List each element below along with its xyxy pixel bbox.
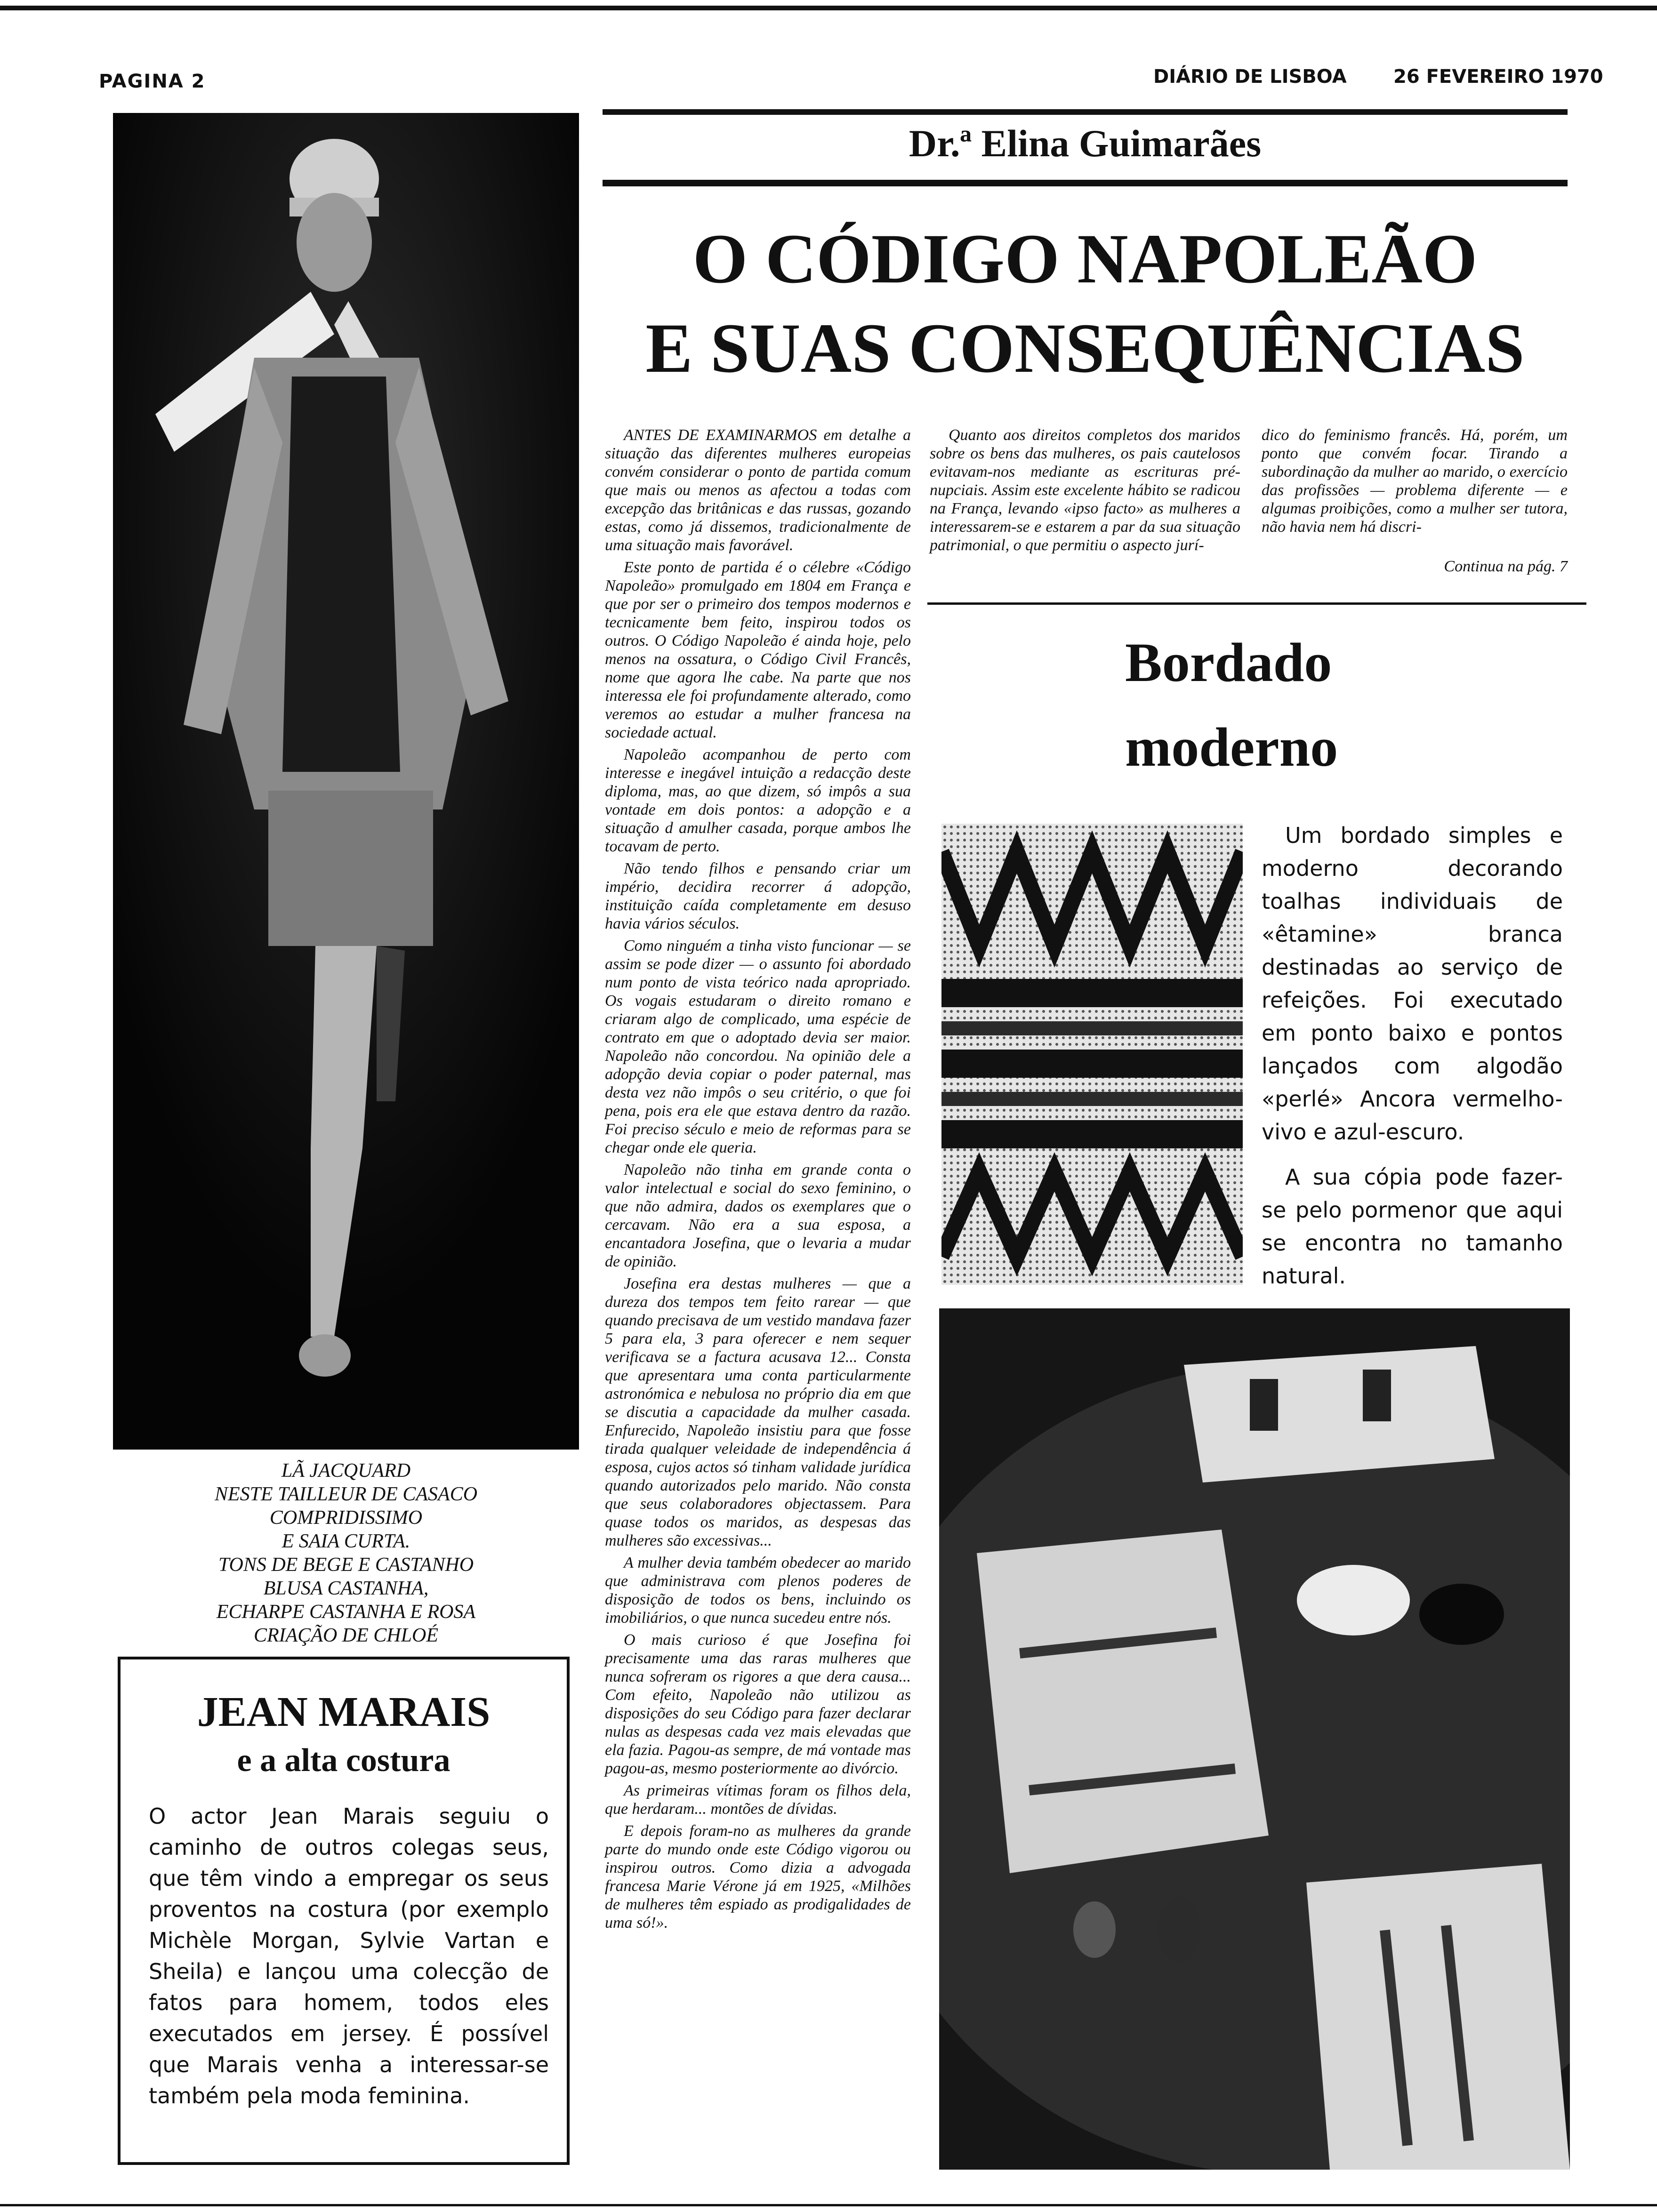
rule (603, 180, 1568, 186)
article-paragraph: ANTES DE EXAMINARMOS em detalhe a situação das diferentes mulheres europeias convém considerar o ponto de partida comum que mais ou menos as afectou a todas com excepção das britânicas e das russas, gozando estas, como já dissemos, tradicionalmente de uma situação mais favorável. (605, 426, 911, 554)
marais-article-box (118, 1657, 570, 2165)
bordado-title-line-2: moderno (1125, 716, 1338, 778)
article-paragraph: dico do feminismo francês. Há, porém, um ponto que convém focar. Tirando a subordinação da mulher ao marido, o exercício das profissões — problema diferente — e algumas proibições, como a mulher ser tutora, não havia nem há discri- (1262, 426, 1568, 536)
bordado-paragraph: Um bordado simples e moderno decorando toalhas individuais de «êtamine» branca destinadas ao serviço de refeições. Foi executado em ponto baixo e pontos lançados com algodão «perlé» Ancora vermelho-vivo e azul-escuro. (1262, 823, 1563, 1145)
caption-line: NESTE TAILLEUR DE CASACO (214, 1483, 478, 1505)
article-paragraph: Napoleão acompanhou de perto com interesse e inegável intuição a redacção deste diploma, mas, ao que dizem, só impôs a sua vontade em dois pontos: a adopção e a situação d amulher casada, porque ambos lhe tocavam de perto. (605, 746, 911, 855)
article-column-2 (930, 426, 1240, 558)
issue-date: 26 FEVEREIRO 1970 (1393, 66, 1603, 88)
continued-note: Continua na pág. 7 (1444, 558, 1568, 575)
article-paragraph: Este ponto de partida é o célebre «Código Napoleão» promulgado em 1804 em França e que por ser o primeiro dos tempos modernos e tecnicamente bem feito, inspirou todos os outros. O Código Napoleão é ainda hoje, pelo menos na ossatura, o Código Civil Francês, nome que agora lhe cabe. Na parte que nos interessa ele foi profundamente alterado, como veremos ao estudar a mulher francesa na sociedade actual. (605, 559, 911, 741)
table-setting-photo (939, 1308, 1570, 2170)
headline-line-2: E SUAS CONSEQUÊNCIAS (645, 309, 1525, 387)
article-paragraph: Napoleão não tinha em grande conta o valor intelectual e social do sexo feminino, o que não admira, dados os exemplares que o cercavam. Não era a sua esposa, a encantadora Josefina, que o levaria a mudar de opinião. (605, 1161, 911, 1270)
table-setting-illustration (939, 1308, 1570, 2170)
page-number: PAGINA 2 (99, 71, 206, 92)
caption-line: COMPRIDISSIMO (269, 1507, 423, 1529)
article-author: Dr.ª Elina Guimarães (909, 122, 1262, 165)
article-paragraph: A mulher devia também obedecer ao marido que administrava com plenos poderes de disposição de todos os bens, incluindo os imobiliários, o que nunca sucedeu entre nós. (605, 1554, 911, 1627)
article-paragraph: O mais curioso é que Josefina foi precisamente uma das raras mulheres que nunca sofreram os rigores a que dera causa... Com efeito, Napoleão não utilizou as disposições do seu Código para fazer declarar nulas as despesas cada vez mais elevadas que ela fazia. Pagou-as sempre, de má vontade mas pagou-as, mesmo posteriormente ao divórcio. (605, 1631, 911, 1777)
bordado-paragraph: A sua cópia pode fazer-se pelo pormenor que aqui se encontra no tamanho natural. (1262, 1164, 1563, 1289)
article-paragraph: Quanto aos direitos completos dos maridos sobre os bens das mulheres, os pais cautelosos evitavam-nos mediante as escrituras pré-nupciais. Assim este excelente hábito se radicou na França, levando «ipso facto» as mulheres a interessarem-se e estarem a par da sua situação patrimonial, o que permitiu o aspecto jurí- (930, 426, 1240, 554)
caption-line: BLUSA CASTANHA, (263, 1578, 429, 1599)
fashion-model-illustration (113, 113, 579, 1450)
marais-title: JEAN MARAIS (197, 1689, 491, 1735)
article-paragraph: As primeiras vítimas foram os filhos dela, que herdaram... montões de dívidas. (605, 1782, 911, 1818)
bottom-rule (0, 2204, 1657, 2206)
marais-body: O actor Jean Marais seguiu o caminho de outros colegas seus, que têm vindo a empregar os seus proventos na costura (por exemplo Michèle Morgan, Sylvie Vartan e Sheila) e lançou uma colecção de fatos para homem, todos eles executados em jersey. É possível que Marais venha a interessar-se também pela moda feminina. (149, 1803, 549, 2108)
photo-caption (118, 1459, 574, 1647)
rule (603, 109, 1568, 115)
article-paragraph: Josefina era destas mulheres — que a dureza dos tempos tem feito rarear — que quando precisava de um vestido mandava fazer 5 para ela, 3 para oferecer e nem sequer verificava se a factura acusava 12... Consta que apresentara uma conta particularmente astronómica e nebulosa no próprio dia em que se discutia a capacidade da mulher casada. Enfurecido, Napoleão insistiu para que fosse tirada qualquer veleidade de independência á esposa, cujos actos só tinham validade jurídica quando autorizados pelo marido. Não consta que seus colaboradores objectassem. Para quase todos os maridos, as despesas das mulheres são excessivas... (605, 1275, 911, 1549)
article-paragraph: Como ninguém a tinha visto funcionar — se assim se pode dizer — o assunto foi abordado num ponto de vista teórico nada apropriado. Os vogais estudaram o direito romano e criaram algo de complicado, uma espécie de contrato em que o adoptado devia ser maior. Napoleão não concordou. Na opinião dele a adopção devia copiar o poder paternal, mas desta vez não impôs o seu critério, o que foi pena, pois era ele que estava dentro da razão. Foi preciso século e meio de reformas para se chegar onde ele queria. (605, 937, 911, 1156)
bordado-body (1262, 819, 1563, 1305)
caption-line: ECHARPE CASTANHA E ROSA (216, 1601, 476, 1623)
caption-line: CRIAÇÃO DE CHLOÉ (254, 1625, 438, 1646)
article-paragraph: Não tendo filhos e pensando criar um império, decidira recorrer á adopção, instituição caída completamente em desuso havia vários séculos. (605, 860, 911, 932)
caption-line: E SAIA CURTA. (282, 1531, 410, 1552)
bordado-title-line-1: Bordado (1125, 632, 1332, 693)
top-rule (0, 6, 1657, 10)
embroidery-detail-photo (941, 824, 1243, 1285)
article-paragraph: E depois foram-no as mulheres da grande parte do mundo onde este Código vigorou ou inspirou outros. Como dizia a advogada francesa Marie Vérone já em 1925, «Milhões de mulheres têm espiado as prodigalidades de uma só!». (605, 1822, 911, 1931)
caption-line: LÃ JACQUARD (281, 1460, 411, 1482)
marais-subtitle: e a alta costura (237, 1742, 450, 1779)
section-rule (927, 602, 1586, 605)
newspaper-name: DIÁRIO DE LISBOA (1153, 66, 1347, 88)
article-column-1 (605, 426, 911, 1936)
caption-line: TONS DE BEGE E CASTANHO (218, 1554, 474, 1576)
article-column-3 (1262, 426, 1568, 540)
headline-line-1: O CÓDIGO NAPOLEÃO (692, 220, 1478, 298)
embroidery-pattern-illustration (941, 824, 1243, 1285)
fashion-photo (113, 113, 579, 1450)
